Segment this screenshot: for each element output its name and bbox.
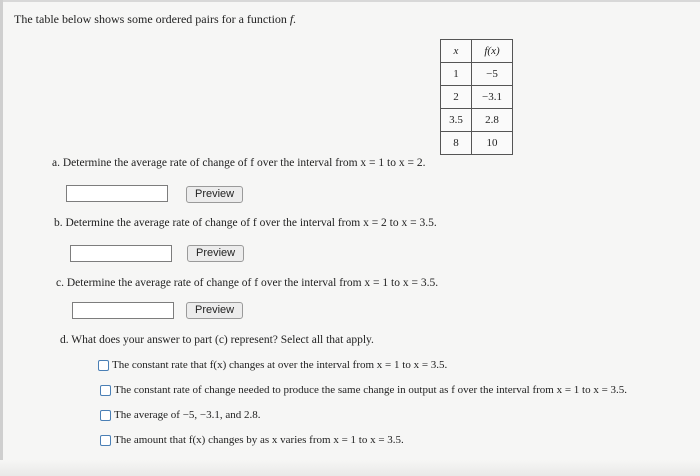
intro-label: The table below shows some ordered pairs for a function [14,12,287,26]
table-cell-fx: −5 [472,63,513,86]
option-label: The constant rate of change needed to produce the same change in output as f over the interval from x = 1 to x = 3.5. [114,384,628,396]
preview-button-c[interactable]: Preview [186,302,243,319]
option-constant-rate-same-change[interactable] [100,384,627,396]
table-row [441,63,513,86]
checkbox[interactable] [100,385,111,396]
left-border [0,0,3,476]
question-c: c. Determine the average rate of change of f over the interval from x = 1 to x = 3.5. [56,277,439,289]
question-a: a. Determine the average rate of change of f over the interval from x = 1 to x = 2. [52,157,426,169]
top-border [0,0,700,2]
checkbox[interactable] [100,410,111,421]
preview-button-a[interactable]: Preview [186,186,243,203]
table-cell-x: 1 [441,63,472,86]
answer-input-c[interactable] [72,302,174,319]
option-label: The average of −5, −3.1, and 2.8. [114,409,261,421]
table-cell-x: 8 [441,132,472,155]
table-header-x: x [441,40,472,63]
question-d: d. What does your answer to part (c) represent? Select all that apply. [60,334,374,346]
table-row [441,132,513,155]
table-cell-fx: 10 [472,132,513,155]
table-row [441,86,513,109]
option-average-of-values[interactable] [100,409,261,421]
answer-input-b[interactable] [70,245,172,262]
option-label: The amount that f(x) changes by as x varies from x = 1 to x = 3.5. [114,434,404,446]
preview-button-b[interactable]: Preview [187,245,244,262]
option-constant-rate[interactable] [98,359,447,371]
table-cell-fx: −3.1 [472,86,513,109]
bottom-shadow [0,460,700,476]
intro-text [14,12,296,27]
option-label: The constant rate that f(x) changes at over the interval from x = 1 to x = 3.5. [112,359,448,371]
checkbox[interactable] [98,360,109,371]
table-cell-x: 2 [441,86,472,109]
option-amount-changes[interactable] [100,434,404,446]
table-cell-fx: 2.8 [472,109,513,132]
question-b: b. Determine the average rate of change of f over the interval from x = 2 to x = 3.5. [54,217,437,229]
table-header-row [441,40,513,63]
checkbox[interactable] [100,435,111,446]
intro-function-name: f. [289,12,297,26]
table-header-fx: f(x) [472,40,513,63]
table-cell-x: 3.5 [441,109,472,132]
table-row [441,109,513,132]
ordered-pairs-table [440,39,513,155]
answer-input-a[interactable] [66,185,168,202]
